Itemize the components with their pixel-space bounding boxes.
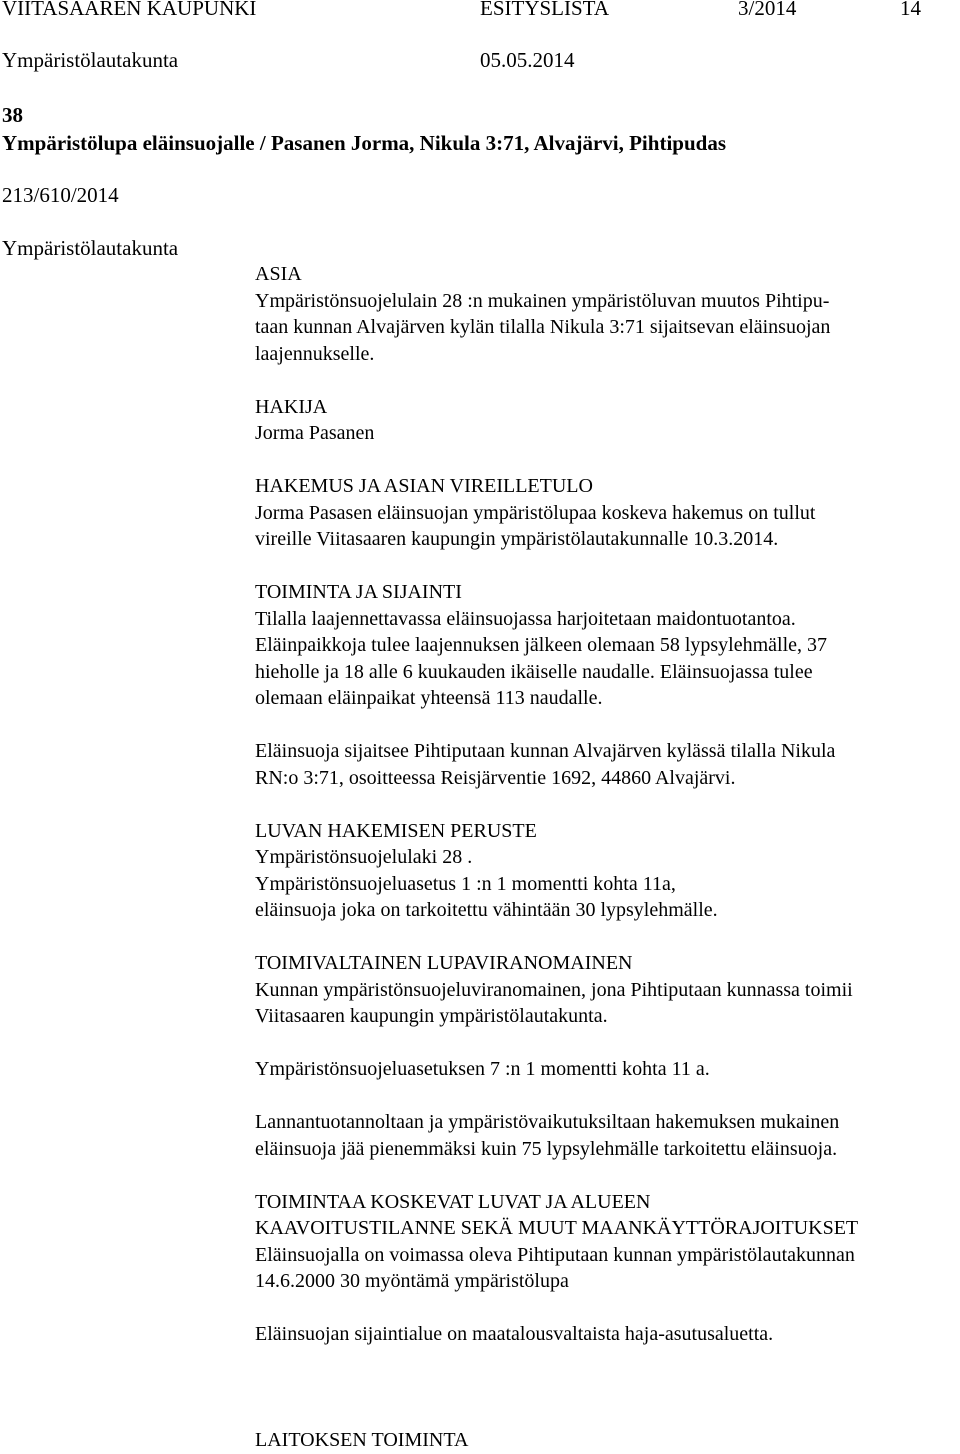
section-line: vireille Viitasaaren kaupungin ympäristölautakunnalle 10.3.2014. [255,528,779,550]
item-title: Ympäristölupa eläinsuojalle / Pasanen Jorma, Nikula 3:71, Alvajärvi, Pihtipudas [2,131,726,155]
header-number: 3/2014 [738,0,797,20]
header-doc-type: ESITYSLISTA [480,0,609,20]
section [255,579,955,712]
section-line: Eläinsuojalla on voimassa oleva Pihtiputaan kunnan ympäristölautakunnan [255,1243,855,1266]
section-gap [255,1401,955,1428]
section-gap [255,712,955,739]
section-line: Viitasaaren kaupungin ympäristölautakunta. [255,1005,608,1027]
section-heading: TOIMINTAA KOSKEVAT LUVAT JA ALUEEN [255,1190,651,1213]
document-reference: 213/610/2014 [2,183,119,207]
section [255,1056,955,1083]
section-line: taan kunnan Alvajärven kylän tilalla Nikula 3:71 sijaitsevan eläinsuojan [255,316,831,338]
section-line: Kunnan ympäristönsuojeluviranomainen, jona Pihtiputaan kunnassa toimii [255,978,853,1001]
section-gap [255,1083,955,1110]
section [255,950,955,1030]
section-line: olemaan eläinpaikat yhteensä 113 naudalle. [255,687,603,709]
section-heading: ASIA [255,263,302,285]
section-line: RN:o 3:71, osoitteessa Reisjärventie 1692, 44860 Alvajärvi. [255,766,736,789]
section [255,818,955,924]
section-heading: HAKEMUS JA ASIAN VIREILLETULO [255,475,593,497]
section-line: Tilalla laajennettavassa eläinsuojassa harjoitetaan maidontuotantoa. [255,607,796,630]
section-line: Jorma Pasasen eläinsuojan ympäristölupaa koskeva hakemus on tullut [255,501,816,524]
section-line: Ympäristönsuojelulaki 28 . [255,846,473,868]
section [255,473,955,553]
section-heading: LUVAN HAKEMISEN PERUSTE [255,819,537,842]
section-line: Lannantuotannoltaan ja ympäristövaikutuksiltaan hakemuksen mukainen [255,1111,840,1133]
section-line: 14.6.2000 30 myöntämä ympäristölupa [255,1270,569,1292]
section-heading: TOIMINTA JA SIJAINTI [255,581,462,603]
header-board: Ympäristölautakunta [2,48,179,72]
section-gap [255,924,955,951]
section [255,1189,955,1295]
section [255,738,955,791]
header-date: 05.05.2014 [480,48,575,72]
section [255,1321,955,1348]
section-gap [255,1030,955,1057]
section [255,394,955,447]
document-header [2,0,960,90]
section-line [255,1374,955,1401]
section-line: eläinsuoja jää pienemmäksi kuin 75 lypsylehmälle tarkoitettu eläinsuoja. [255,1137,838,1160]
section-line: laajennukselle. [255,342,375,365]
section-line: Ympäristönsuojelulain 28 :n mukainen ympäristöluvan muutos Pihtipu- [255,289,830,312]
item-number: 38 [2,103,23,127]
section-line: hieholle ja 18 alle 6 kuukauden ikäiselle naudalle. Eläinsuojassa tulee [255,660,813,683]
section-line: KAAVOITUSTILANNE SEKÄ MUUT MAANKÄYTTÖRAJOITUKSET [255,1217,859,1239]
section-heading: TOIMIVALTAINEN LUPAVIRANOMAINEN [255,952,633,974]
board-name: Ympäristölautakunta [2,236,179,260]
section-line: Eläinsuojan sijaintialue on maatalousvaltaista haja-asutusaluetta. [255,1323,774,1345]
section [255,261,955,367]
section-gap [255,447,955,474]
document-body [255,261,955,1454]
header-page-number: 14 [900,0,921,20]
section-heading: HAKIJA [255,395,328,418]
section-gap [255,367,955,394]
section-line: Eläinsuoja sijaitsee Pihtiputaan kunnan Alvajärven kylässä tilalla Nikula [255,740,836,762]
section-line: Ympäristönsuojeluasetuksen 7 :n 1 momentti kohta 11 a. [255,1058,710,1080]
item-title-block [2,101,952,157]
section-line: Eläinpaikkoja tulee laajennuksen jälkeen olemaan 58 lypsylehmälle, 37 [255,634,828,656]
section-gap [255,791,955,818]
section [255,1109,955,1162]
section [255,1374,955,1401]
section-line: Ympäristönsuojeluasetus 1 :n 1 momentti kohta 11a, [255,872,676,895]
section-heading: LAITOKSEN TOIMINTA [255,1429,469,1451]
section-gap [255,553,955,580]
section-gap [255,1162,955,1189]
section-line: Jorma Pasanen [255,422,375,444]
section-line: eläinsuoja joka on tarkoitettu vähintään 30 lypsylehmälle. [255,899,718,921]
header-city: VIITASAAREN KAUPUNKI [2,0,257,20]
section-gap [255,1295,955,1322]
section-gap [255,1348,955,1375]
